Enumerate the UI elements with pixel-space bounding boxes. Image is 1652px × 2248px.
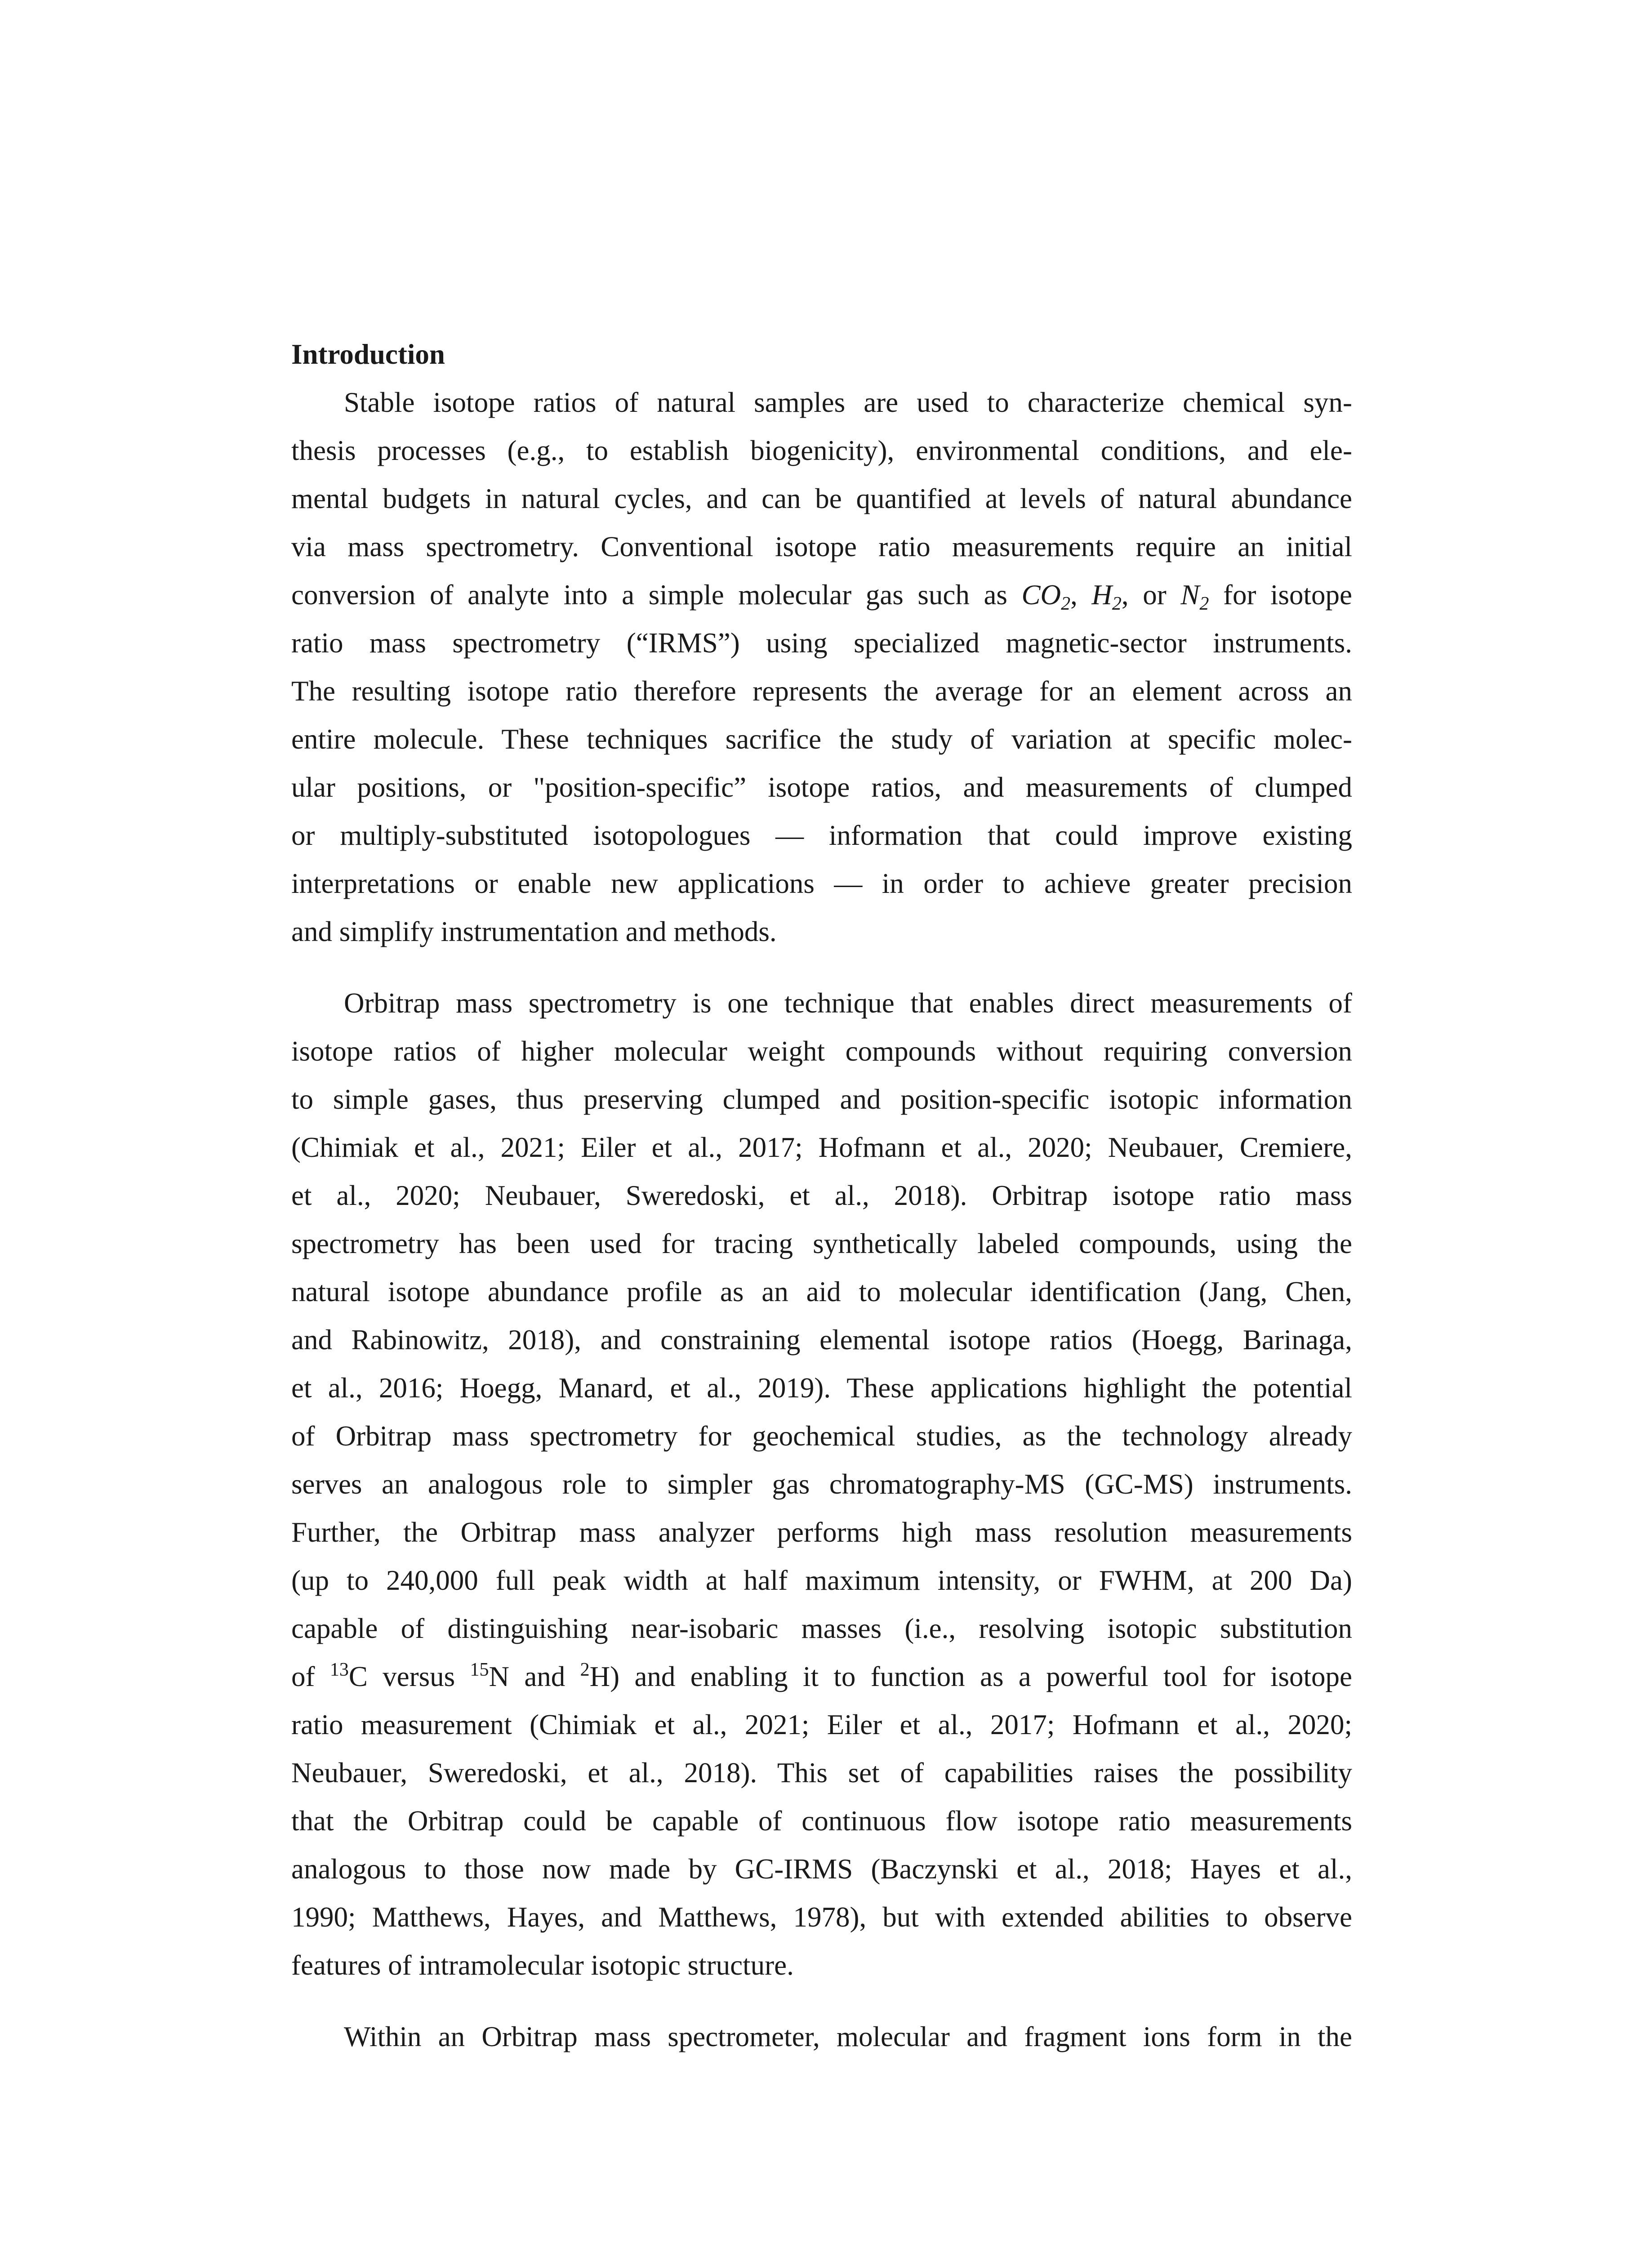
paragraph-3	[291, 2013, 1352, 2061]
text-line: et al., 2016; Hoegg, Manard, et al., 2019). These applications highlight the potential	[291, 1372, 1352, 1404]
page-body	[291, 330, 1352, 2084]
text-line: Further, the Orbitrap mass analyzer performs high mass resolution measurements	[291, 1517, 1352, 1548]
formula-post: for isotope	[1209, 579, 1353, 611]
formula-h2: $H_2$	[1091, 579, 1122, 614]
text-line: The resulting isotope ratio therefore represents the average for an element across an	[291, 675, 1352, 707]
paragraph-1	[291, 379, 1352, 956]
superscript-2: 2	[580, 1659, 590, 1680]
text-line: that the Orbitrap could be capable of continuous flow isotope ratio measurements	[291, 1805, 1352, 1837]
text-line-isotopes: of $^{13}$C versus $^{15}$N and $^2$H) and enabling it to function as a powerful tool for isotope	[291, 1659, 1352, 1692]
text-line: Stable isotope ratios of natural samples are used to characterize chemical syn-	[344, 387, 1352, 418]
text-line: Neubauer, Sweredoski, et al., 2018). This set of capabilities raises the possibility	[291, 1757, 1352, 1789]
superscript-15: 15	[470, 1659, 489, 1680]
text-line: thesis processes (e.g., to establish biogenicity), environmental conditions, and ele-	[291, 435, 1352, 466]
text-line: mental budgets in natural cycles, and can be quantified at levels of natural abundance	[291, 483, 1352, 514]
text-line: (Chimiak et al., 2021; Eiler et al., 2017; Hofmann et al., 2020; Neubauer, Cremiere,	[291, 1132, 1352, 1163]
text-line: (up to 240,000 full peak width at half maximum intensity, or FWHM, at 200 Da)	[291, 1565, 1352, 1596]
text-line: capable of distinguishing near-isobaric masses (i.e., resolving isotopic substitution	[291, 1613, 1352, 1644]
text-line: ratio mass spectrometry (“IRMS”) using specialized magnetic-sector instruments.	[291, 627, 1352, 659]
text-line: and Rabinowitz, 2018), and constraining elemental isotope ratios (Hoegg, Barinaga,	[291, 1324, 1352, 1356]
formula-pre: conversion of analyte into a simple molecular gas such as	[291, 579, 1022, 611]
text-line: via mass spectrometry. Conventional isotope ratio measurements require an initial	[291, 531, 1352, 562]
section-heading: Introduction	[291, 339, 445, 370]
text-line-formula: conversion of analyte into a simple molecular gas such as $CO_2$, $H_2$, or $N_2$ for isotope	[291, 579, 1353, 614]
formula-n2: $N_2$	[1180, 579, 1209, 614]
paragraph-2	[291, 979, 1352, 1989]
text-line: Within an Orbitrap mass spectrometer, molecular and fragment ions form in the	[344, 2021, 1352, 2052]
text-line: natural isotope abundance profile as an aid to molecular identification (Jang, Chen,	[291, 1276, 1352, 1307]
text-line: features of intramolecular isotopic structure.	[291, 1949, 794, 1981]
superscript-13: 13	[330, 1659, 349, 1680]
text-line: et al., 2020; Neubauer, Sweredoski, et al., 2018). Orbitrap isotope ratio mass	[291, 1180, 1352, 1211]
formula-co2: $CO_2$	[1021, 579, 1071, 614]
text-line: and simplify instrumentation and methods.	[291, 916, 777, 947]
text-line: interpretations or enable new applications — in order to achieve greater precision	[291, 868, 1352, 899]
text-line: isotope ratios of higher molecular weight compounds without requiring conversion	[291, 1035, 1352, 1067]
text-line: of Orbitrap mass spectrometry for geochemical studies, as the technology already	[291, 1420, 1352, 1452]
text-line: analogous to those now made by GC-IRMS (Baczynski et al., 2018; Hayes et al.,	[291, 1853, 1352, 1885]
text-line: or multiply-substituted isotopologues — information that could improve existing	[291, 820, 1352, 851]
text-line: 1990; Matthews, Hayes, and Matthews, 1978), but with extended abilities to observe	[291, 1901, 1352, 1933]
text-line: to simple gases, thus preserving clumped and position-specific isotopic information	[291, 1084, 1352, 1115]
text-line: serves an analogous role to simpler gas chromatography-MS (GC-MS) instruments.	[291, 1468, 1352, 1500]
text-line: spectrometry has been used for tracing synthetically labeled compounds, using the	[291, 1228, 1352, 1259]
text-line: ratio measurement (Chimiak et al., 2021; Eiler et al., 2017; Hofmann et al., 2020;	[291, 1709, 1352, 1740]
text-line: Orbitrap mass spectrometry is one technique that enables direct measurements of	[344, 987, 1352, 1019]
text-line: entire molecule. These techniques sacrifice the study of variation at specific molec-	[291, 723, 1352, 755]
text-line: ular positions, or "position-specific” isotope ratios, and measurements of clumped	[291, 772, 1352, 803]
